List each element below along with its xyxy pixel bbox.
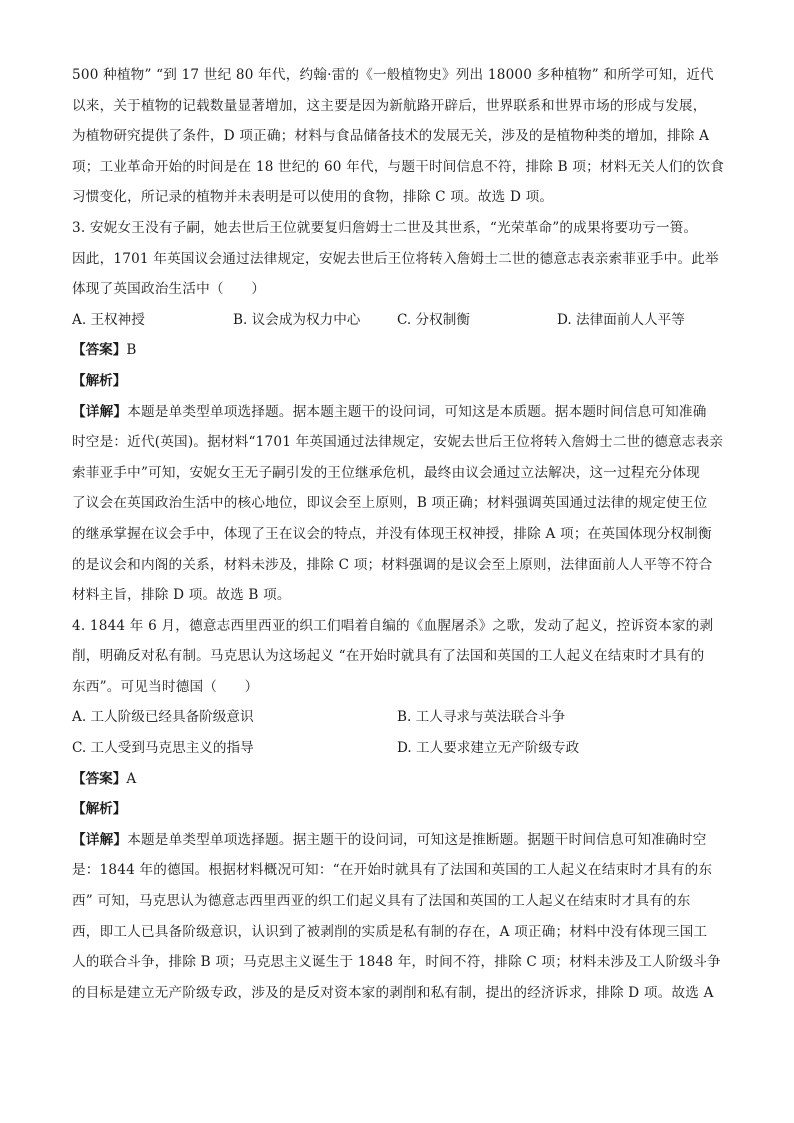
option-b: B. 工人寻求与英法联合斗争 — [397, 709, 566, 726]
option-d: D. 工人要求建立无产阶级专政 — [397, 740, 580, 757]
analysis-label: 【解析】 — [72, 801, 127, 818]
text-line: 索菲亚手中”可知，安妮女王无子嗣引发的王位继承危机，最终由议会通过立法解决，这一过程充分体现 — [72, 464, 700, 481]
option-a: A. 王权神授 — [72, 311, 145, 328]
text-line: 的继承掌握在议会手中，体现了王在议会的特点，并没有体现王权神授，排除 A 项；在英国体现分权制衡 — [72, 525, 712, 542]
text-line: 为植物研究提供了条件，D 项正确；材料与食品储备技术的发展无关，涉及的是植物种类的增加，排除 A — [72, 128, 710, 145]
text-line: 项；工业革命开始的时间是在 18 世纪的 60 年代，与题干时间信息不符，排除 B 项；材料无关人们的饮食 — [72, 158, 725, 175]
question-3 — [72, 213, 722, 611]
q4-options-row-2 — [72, 733, 722, 764]
answer-value: A — [126, 770, 137, 787]
detail-first-line — [72, 825, 722, 856]
question-stem-line: 4. 1844 年 6 月，德意志西里西亚的织工们唱着自编的《血腥屠杀》之歌，发动了起义，控诉资本家的剥 — [72, 617, 714, 634]
text-line: 了议会在英国政治生活中的核心地位，即议会至上原则，B 项正确；材料强调英国通过法律的规定使王位 — [72, 495, 708, 512]
option-d: D. 法律面前人人平等 — [557, 311, 685, 328]
text-line: 以来，关于植物的记载数量显著增加，这主要是因为新航路开辟后，世界联系和世界市场的形成与发展， — [72, 97, 707, 114]
detail-text: 本题是单类型单项选择题。据本题主题干的设问词，可知这是本质题。据本题时间信息可知准确 — [127, 403, 707, 420]
question-stem-line: 3. 安妮女王没有子嗣，她去世后王位就要复归詹姆士二世及其世系，“光荣革命”的成果将要功亏一篑。 — [72, 219, 698, 236]
text-line: 500 种植物” “到 17 世纪 80 年代，约翰·雷的《一般植物史》列出 18000 多种植物” 和所学可知，近代 — [72, 67, 714, 83]
option-c: C. 工人受到马克思主义的指导 — [72, 740, 254, 757]
text-line: 材料主旨，排除 D 项。故选 B 项。 — [72, 587, 291, 604]
question-4 — [72, 611, 722, 1009]
text-line: 习惯变化，所记录的植物并未表明是可以使用的食物，排除 C 项。故选 D 项。 — [72, 189, 554, 206]
analysis-row — [72, 794, 722, 825]
answer-row — [72, 764, 722, 795]
text-line: 西” 可知，马克思认为德意志西里西亚的织工们起义具有了法国和英国的工人起义在结束时才具有的东 — [72, 893, 691, 910]
text-line: 是：1844 年的德国。根据材料概况可知：“在开始时就具有了法国和英国的工人起义在结束时才具有的东 — [72, 862, 713, 879]
detail-label: 【详解】 — [72, 831, 128, 848]
q2-explanation — [72, 60, 725, 213]
detail-text: 本题是单类型单项选择题。据主题干的设问词，可知这是推断题。据题干时间信息可知准确时空 — [127, 831, 707, 848]
option-c: C. 分权制衡 — [397, 311, 470, 328]
option-a: A. 工人阶级已经具备阶级意识 — [72, 709, 254, 726]
q3-options — [72, 305, 722, 336]
option-b: B. 议会成为权力中心 — [233, 311, 361, 328]
question-stem-line: 因此，1701 年英国议会通过法律规定，安妮去世后王位将转入詹姆士二世的德意志表亲索菲亚手中。此举 — [72, 250, 719, 267]
detail-first-line — [72, 397, 722, 428]
answer-label: 【答案】 — [72, 770, 127, 787]
answer-label: 【答案】 — [72, 342, 127, 359]
document-page — [72, 60, 725, 1008]
q4-options-row-1 — [72, 702, 722, 733]
question-stem-line: 体现了英国政治生活中（ ） — [72, 281, 266, 298]
answer-row — [72, 335, 722, 366]
text-line: 西，即工人已具备阶级意识，认识到了被剥削的实质是私有制的存在，A 项正确；材料中没有体现三国工 — [72, 923, 708, 940]
answer-value: B — [126, 342, 137, 359]
text-line: 时空是：近代(英国)。据材料“1701 年英国通过法律规定，安妮去世后王位将转入詹姆士二世的德意志表亲 — [72, 434, 724, 451]
text-line: 的是议会和内阁的关系，材料未涉及，排除 C 项；材料强调的是议会至上原则，法律面前人人平等不符合 — [72, 556, 713, 573]
question-stem-line: 东西”。可见当时德国（ ） — [72, 678, 259, 695]
analysis-row — [72, 366, 722, 397]
question-stem-line: 削，明确反对私有制。马克思认为这场起义 “在开始时就具有了法国和英国的工人起义在结束时才具有的 — [72, 648, 705, 665]
analysis-label: 【解析】 — [72, 372, 127, 389]
text-line: 人的联合斗争，排除 B 项；马克思主义诞生于 1848 年，时间不符，排除 C 项；材料未涉及工人阶级斗争 — [72, 954, 721, 971]
detail-label: 【详解】 — [72, 403, 128, 420]
text-line: 的目标是建立无产阶级专政，涉及的是反对资本家的剥削和私有制，提出的经济诉求，排除 D 项。故选 A — [72, 984, 714, 1001]
